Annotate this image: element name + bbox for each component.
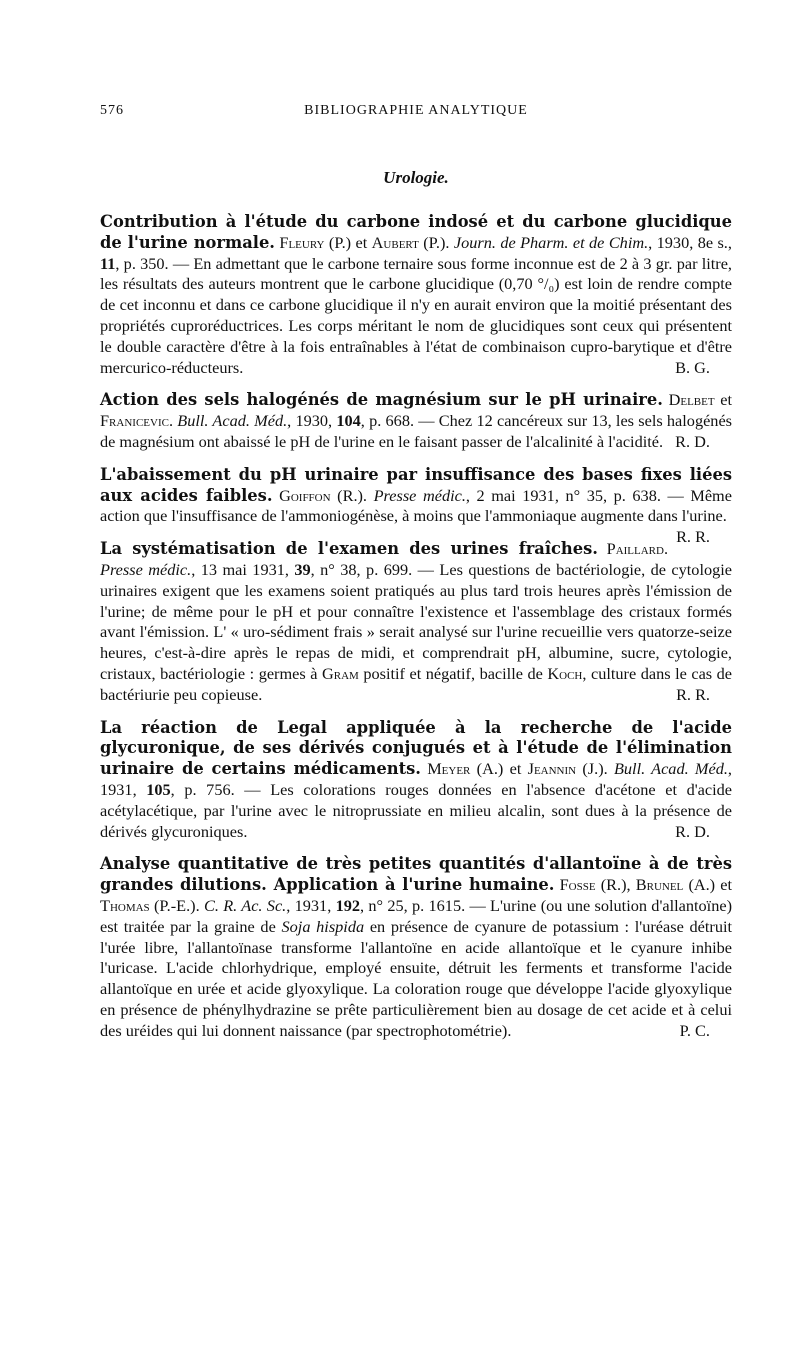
abstract-entry <box>100 718 732 843</box>
author-initials: (A.) <box>688 875 716 895</box>
citation-volume: 192 <box>335 895 360 915</box>
citation-year: , 1931, <box>286 895 336 915</box>
abstract-entry <box>100 390 732 452</box>
citation-year: , 1930, <box>287 411 337 431</box>
reviewer-initials: P. C. <box>679 1020 710 1040</box>
species-name: Soja hispida <box>281 916 365 936</box>
citation-volume: 11 <box>100 253 116 273</box>
citation-year: , 2 mai 1931, n° 35, p. 638. <box>465 485 661 505</box>
author-initials: (P.) <box>328 232 352 252</box>
author-initials: (R.), <box>600 875 631 895</box>
author-initials: (R.). <box>337 485 367 505</box>
entry-title: L'abaissement du pH urinaire par insuffisance des bases fixes liées aux acides faibles. <box>100 464 732 505</box>
journal-name: Presse médic. <box>100 559 192 579</box>
author-initials: (P.). <box>423 232 450 252</box>
reviewer-initials: R. D. <box>675 431 710 451</box>
citation-year: , 1931, <box>100 759 732 799</box>
citation-page: , p. 350. <box>115 253 169 273</box>
abstract-text: — En admettant que le carbone ternaire sous forme inconnue est de 2 à 3 gr. par litre, les résultats des auteurs montrent que le carbone glucidique (0,70 °/₀) est loin de rendre compte de cet inconnu et dans ce carbone glucidique il n'y en aurait environ que la moitié présentant des propriétés cuproréductrices. Les corps méritant le nom de glucidiques sont ceux qui présentent le double caractère d'être à la fois entraînables à l'état de combinaison cupro-barytique et d'être mercurico-réducteurs. <box>100 253 733 377</box>
author: Jeannin <box>527 759 577 779</box>
author: Aubert <box>371 232 419 252</box>
reviewer-initials: R. D. <box>675 821 710 841</box>
reviewer-initials: B. G. <box>675 357 710 377</box>
author: Meyer <box>427 759 471 779</box>
journal-name: Bull. Acad. Méd. <box>177 411 288 431</box>
citation-page: , p. 756. <box>170 779 235 799</box>
abstract-text: — L'urine (ou une solution d'allantoïne) est traitée par la graine de <box>100 895 732 936</box>
entry-title: Contribution à l'étude du carbone indosé et du carbone glucidique de l'urine normale. <box>100 212 732 252</box>
eponym: Koch <box>547 663 583 683</box>
page-header <box>100 103 732 125</box>
citation-page: , n° 38, p. 699. <box>310 559 413 579</box>
entry-title: Analyse quantitative de très petites quantités d'allantoïne à de très grandes dilutions. Application à l'urine humaine. <box>100 854 732 895</box>
citation-volume: 104 <box>336 411 361 431</box>
reviewer-initials: R. R. <box>676 684 710 704</box>
abstract-text: positif et négatif, bacille de <box>363 663 543 683</box>
citation-volume: 39 <box>294 559 311 579</box>
author: Brunel <box>635 875 684 895</box>
journal-name: Presse médic. <box>373 485 466 505</box>
journal-name: Journ. de Pharm. et de Chim. <box>453 232 649 252</box>
abstract-entry <box>100 539 732 705</box>
journal-name: Bull. Acad. Méd. <box>613 759 728 779</box>
author-initials: (P.-E.). <box>154 895 200 915</box>
author: Paillard. <box>606 539 669 559</box>
conjunction: et <box>720 875 733 895</box>
author: Fleury <box>279 232 325 252</box>
abstract-text: — Même action que l'insuffisance de l'ammoniogénèse, à moins que l'ammoniaque augmente dans l'urine. <box>100 485 732 526</box>
conjunction: et <box>509 759 522 779</box>
author-initials: (A.) <box>476 759 504 779</box>
citation-page: , n° 25, p. 1615. <box>360 895 466 915</box>
citation-year: , 1930, 8e s., <box>648 232 732 252</box>
eponym: Gram <box>322 663 359 683</box>
author: Franicevic. <box>100 411 174 431</box>
abstract-entry <box>100 212 732 378</box>
entry-title: La systématisation de l'examen des urines fraîches. <box>100 539 598 559</box>
page-number: 576 <box>100 103 124 118</box>
running-head: BIBLIOGRAPHIE ANALYTIQUE <box>304 103 528 118</box>
conjunction: et <box>355 232 368 252</box>
author: Delbet <box>668 390 715 410</box>
author-initials: (J.). <box>582 759 608 779</box>
citation-year: , 13 mai 1931, <box>191 559 295 579</box>
reviewer-initials: R. R. <box>676 527 710 547</box>
journal-name: C. R. Ac. Sc. <box>203 895 287 915</box>
author: Fosse <box>559 875 596 895</box>
entry-title: Action des sels halogénés de magnésium sur le pH urinaire. <box>100 390 663 410</box>
author: Goiffon <box>279 485 331 505</box>
abstract-text: — Les questions de bactériologie, de cytologie urinaires exigent que les examens soient pratiqués au plus tard trois heures après l'émission de l'urine; de même pour le pH et pour connaître l'existence et l'assemblage des cristaux formés avant l'émission. L' « uro-sédiment frais » serait analysé sur l'urine recueillie vers quatorze-seize heures, c'est-à-dire après le repas de midi, et comprendrait pH, albumine, sucre, cytologie, cristaux, bactériologie : germes à <box>100 559 733 683</box>
author: Thomas <box>100 895 150 915</box>
abstract-text: — Les colorations rouges données en l'absence d'acétone et d'acide acétylacétique, par l'urine avec le nitroprussiate en milieu alcalin, sont dues à la présence de dérivés glycuroniques. <box>100 779 732 841</box>
citation-page: , p. 668. <box>360 411 415 431</box>
abstract-entry <box>100 854 732 1041</box>
abstract-text: en présence de cyanure de potassium : l'uréase détruit l'urée libre, l'allantoïnase transforme l'allantoïne en acide allantoïque et le cyanure inhibe l'uricase. L'acide chlorhydrique, employé ensuite, détruit les ferments et transforme l'acide allantoïque en urée et acide glyoxylique. La coloration rouge que développe l'acide glyoxylique en présence de phénylhydrazine se prête particulièrement bien au dosage de cet acide et à celui des uréides qui lui donnent naissance (par spectrophotométrie). <box>100 916 733 1040</box>
abstract-text: — Chez 12 cancéreux sur 13, les sels halogénés de magnésium ont abaissé le pH de l'urine en le faisant passer de l'alcalinité à l'acidité. <box>100 411 733 451</box>
abstract-text: , culture dans le cas de bactériurie peu copieuse. <box>100 663 733 704</box>
citation-volume: 105 <box>146 779 171 799</box>
abstract-entry <box>100 464 732 547</box>
section-title: Urologie. <box>383 168 449 187</box>
abstracts-list <box>100 212 732 1053</box>
conjunction: et <box>720 390 733 410</box>
entry-title: La réaction de Legal appliquée à la recherche de l'acide glycuronique, de ses dérivés conjugués et à l'étude de l'élimination urinaire de certains médicaments. <box>100 717 732 779</box>
